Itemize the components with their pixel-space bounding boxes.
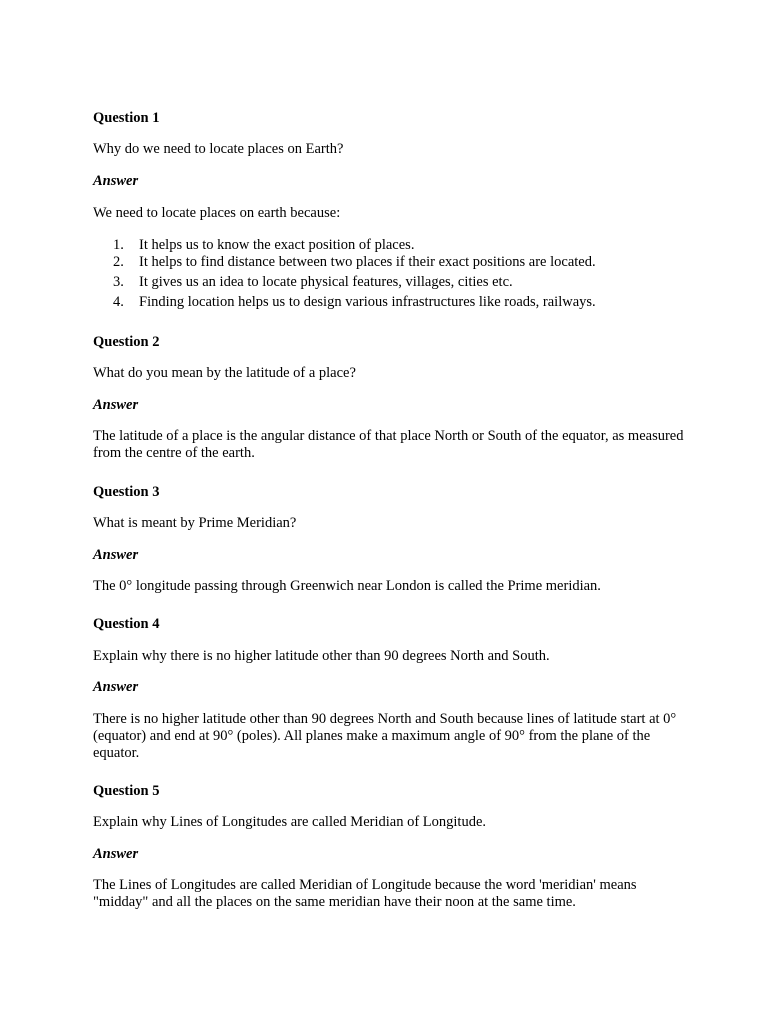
list-item: 4. Finding location helps us to design various infrastructures like roads, railways. <box>113 294 596 310</box>
question-2-text: What do you mean by the latitude of a place? <box>93 365 356 381</box>
list-item: 1. It helps us to know the exact position of places. <box>113 237 415 253</box>
question-1-answer-intro: We need to locate places on earth because: <box>93 205 341 221</box>
question-1-answer-list <box>93 237 693 311</box>
question-5-heading: Question 5 <box>93 783 160 799</box>
question-5-answer: The Lines of Longitudes are called Meridian of Longitude because the word 'meridian' means "midday" and all the places on the same meridian have their noon at the same time. <box>93 877 637 910</box>
list-item-text: It helps us to know the exact position of places. <box>139 237 415 253</box>
question-4-text: Explain why there is no higher latitude other than 90 degrees North and South. <box>93 648 550 664</box>
list-item-text: It helps to find distance between two places if their exact positions are located. <box>139 254 596 270</box>
question-1-answer-label: Answer <box>93 173 139 189</box>
question-3-text: What is meant by Prime Meridian? <box>93 515 297 531</box>
question-1-text: Why do we need to locate places on Earth? <box>93 141 344 157</box>
list-item: 2. It helps to find distance between two places if their exact positions are located. <box>113 254 596 270</box>
question-3-answer: The 0° longitude passing through Greenwich near London is called the Prime meridian. <box>93 578 601 594</box>
question-2-heading: Question 2 <box>93 334 160 350</box>
question-2-answer-label: Answer <box>93 397 139 413</box>
question-4-answer-label: Answer <box>93 679 139 695</box>
list-item-text: It gives us an idea to locate physical features, villages, cities etc. <box>139 274 513 290</box>
question-4-heading: Question 4 <box>93 616 160 632</box>
question-4-answer: There is no higher latitude other than 90 degrees North and South because lines of latitude start at 0° (equator) and end at 90° (poles). All planes make a maximum angle of 90° from the plane of the equator. <box>93 711 677 761</box>
list-item-text: Finding location helps us to design various infrastructures like roads, railways. <box>139 294 596 310</box>
question-3-answer-label: Answer <box>93 547 139 563</box>
question-2-answer: The latitude of a place is the angular distance of that place North or South of the equator, as measured from the centre of the earth. <box>93 428 684 461</box>
question-3-heading: Question 3 <box>93 484 160 500</box>
question-1-heading: Question 1 <box>93 110 160 126</box>
question-5-text: Explain why Lines of Longitudes are called Meridian of Longitude. <box>93 814 487 830</box>
question-5-answer-label: Answer <box>93 846 139 862</box>
list-item: 3. It gives us an idea to locate physical features, villages, cities etc. <box>113 274 513 290</box>
